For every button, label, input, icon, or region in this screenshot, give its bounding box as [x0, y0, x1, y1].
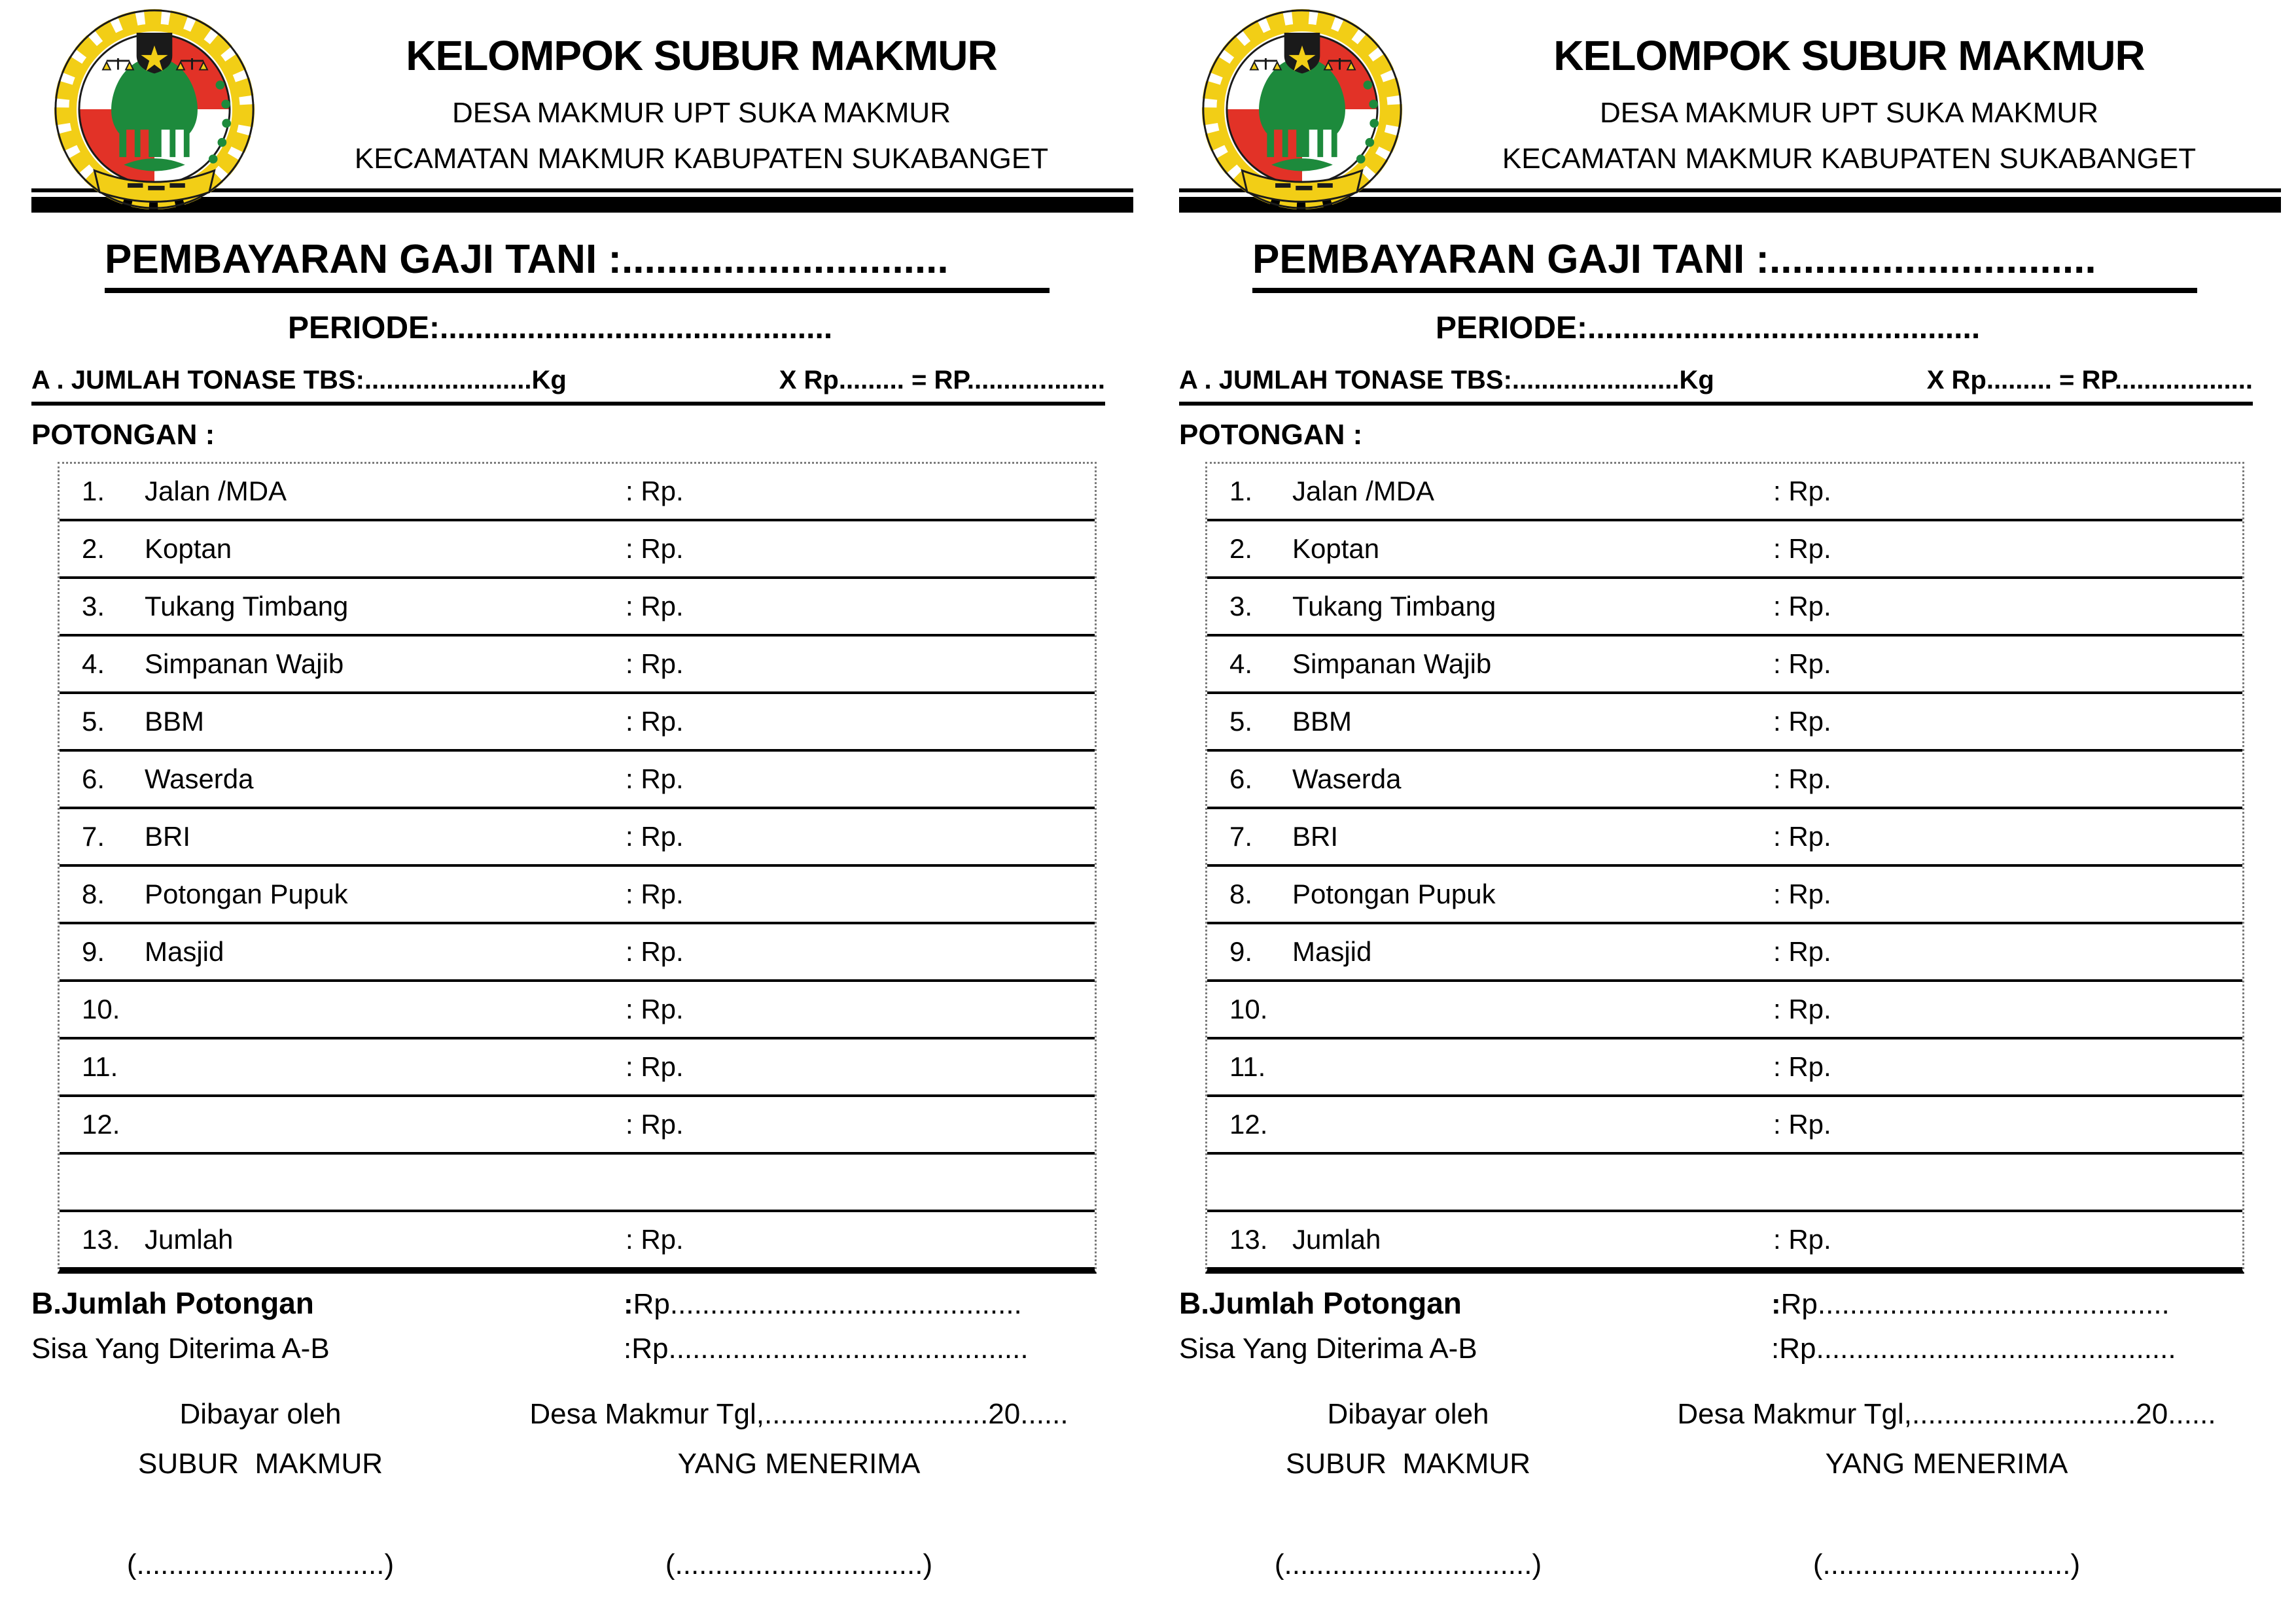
jumlah-potongan-line — [31, 1285, 1108, 1321]
row-rp-field: : Rp. — [1773, 763, 1831, 794]
table-row — [1207, 521, 2242, 579]
table-row — [1207, 1155, 2242, 1212]
payer-name: SUBUR MAKMUR — [137, 1448, 383, 1480]
row-number: 4. — [1229, 648, 1253, 679]
row-label: BRI — [1292, 821, 1339, 852]
row-label: Tukang Timbang — [145, 591, 349, 621]
signature-left: (...............................) — [1274, 1548, 1542, 1580]
row-rp-field: : Rp. — [1773, 706, 1831, 737]
row-rp-field: : Rp. — [626, 821, 684, 852]
table-row — [60, 1155, 1095, 1212]
receiver-label: YANG MENERIMA — [677, 1448, 921, 1480]
jumlah-potongan-value: Rp............................................ — [1780, 1288, 2170, 1320]
row-label: Waserda — [1292, 763, 1402, 794]
row-number: 1. — [82, 476, 105, 506]
row-rp-field: : Rp. — [1773, 591, 1831, 621]
tonase-line — [31, 366, 1105, 406]
row-number: 9. — [1229, 936, 1253, 967]
row-number: 3. — [1229, 591, 1253, 621]
table-row — [60, 464, 1095, 521]
row-number: 4. — [82, 648, 105, 679]
signature-right: (...............................) — [1812, 1548, 2081, 1580]
org-address-line1: DESA MAKMUR UPT SUKA MAKMUR — [1600, 97, 2098, 129]
signature-section — [1179, 1398, 2256, 1581]
dibayar-oleh-label: Dibayar oleh — [179, 1398, 342, 1430]
dibayar-oleh-label: Dibayar oleh — [1327, 1398, 1489, 1430]
payment-title: PEMBAYARAN GAJI TANI :............................. — [1252, 236, 2197, 293]
row-number: 6. — [1229, 763, 1253, 794]
sheet-right — [1148, 0, 2295, 1623]
jumlah-potongan-colon: : — [624, 1288, 633, 1320]
row-label: BRI — [145, 821, 191, 852]
tonase-left: A . JUMLAH TONASE TBS:.......................Kg — [31, 366, 567, 394]
row-number: 7. — [1229, 821, 1253, 852]
potongan-table — [58, 462, 1097, 1274]
table-row — [60, 1039, 1095, 1097]
row-label: Koptan — [1292, 533, 1380, 564]
row-rp-field: : Rp. — [1773, 936, 1831, 967]
table-row — [60, 752, 1095, 809]
table-row — [1207, 1097, 2242, 1155]
row-number: 13. — [1229, 1224, 1268, 1255]
potongan-heading: POTONGAN : — [1179, 419, 1363, 451]
form-header — [1403, 0, 2295, 175]
row-label: Jalan /MDA — [1292, 476, 1435, 506]
sisa-value: Rp............................................. — [1779, 1333, 2176, 1365]
row-rp-field: : Rp. — [626, 936, 684, 967]
tanggal-line: Desa Makmur Tgl,............................20...... — [529, 1398, 1069, 1430]
row-rp-field: : Rp. — [626, 1224, 684, 1255]
row-number: 6. — [82, 763, 105, 794]
row-number: 5. — [82, 706, 105, 737]
koperasi-logo-icon — [1200, 5, 1404, 213]
receiver-label: YANG MENERIMA — [1825, 1448, 2068, 1480]
row-rp-field: : Rp. — [626, 591, 684, 621]
row-number: 1. — [1229, 476, 1253, 506]
table-row — [1207, 464, 2242, 521]
row-rp-field: : Rp. — [1773, 1224, 1831, 1255]
sisa-colon: : — [1771, 1333, 1780, 1365]
tanggal-line: Desa Makmur Tgl,............................20...... — [1677, 1398, 2216, 1430]
row-label: Waserda — [145, 763, 254, 794]
row-number: 11. — [1229, 1051, 1266, 1082]
table-row — [60, 637, 1095, 694]
row-number: 5. — [1229, 706, 1253, 737]
row-rp-field: : Rp. — [1773, 648, 1831, 679]
row-rp-field: : Rp. — [626, 533, 684, 564]
table-row — [1207, 752, 2242, 809]
table-row — [60, 521, 1095, 579]
row-label: BBM — [145, 706, 205, 737]
table-row — [1207, 637, 2242, 694]
table-row — [60, 1097, 1095, 1155]
table-row — [60, 694, 1095, 752]
row-label: Masjid — [145, 936, 224, 967]
row-rp-field: : Rp. — [1773, 1051, 1831, 1082]
sisa-line — [31, 1333, 1108, 1365]
row-rp-field: : Rp. — [1773, 476, 1831, 506]
table-row — [60, 982, 1095, 1039]
row-rp-field: : Rp. — [1773, 879, 1831, 909]
row-rp-field: : Rp. — [626, 879, 684, 909]
row-rp-field: : Rp. — [626, 476, 684, 506]
table-row — [1207, 867, 2242, 924]
row-label: Tukang Timbang — [1292, 591, 1496, 621]
row-label: BBM — [1292, 706, 1352, 737]
row-rp-field: : Rp. — [626, 994, 684, 1024]
row-number: 12. — [1229, 1109, 1268, 1140]
row-number: 8. — [82, 879, 105, 909]
table-row — [60, 1212, 1095, 1270]
row-label: Simpanan Wajib — [1292, 648, 1492, 679]
tonase-left: A . JUMLAH TONASE TBS:.......................Kg — [1179, 366, 1714, 394]
row-rp-field: : Rp. — [626, 763, 684, 794]
sisa-label: Sisa Yang Diterima A-B — [1179, 1333, 1477, 1365]
table-row — [1207, 1212, 2242, 1270]
row-rp-field: : Rp. — [626, 1051, 684, 1082]
table-row — [60, 924, 1095, 982]
jumlah-potongan-label: B.Jumlah Potongan — [31, 1286, 314, 1320]
table-row — [60, 809, 1095, 867]
table-row — [1207, 1039, 2242, 1097]
row-number: 2. — [1229, 533, 1253, 564]
row-number: 10. — [82, 994, 120, 1024]
table-row — [1207, 579, 2242, 637]
row-rp-field: : Rp. — [1773, 1109, 1831, 1140]
row-rp-field: : Rp. — [626, 706, 684, 737]
tonase-right: X Rp......... = RP................... — [1926, 366, 2253, 394]
tonase-right: X Rp......... = RP................... — [779, 366, 1105, 394]
row-number: 11. — [82, 1051, 118, 1082]
row-number: 12. — [82, 1109, 120, 1140]
row-rp-field: : Rp. — [626, 648, 684, 679]
row-rp-field: : Rp. — [1773, 994, 1831, 1024]
table-row — [1207, 982, 2242, 1039]
jumlah-potongan-value: Rp............................................ — [633, 1288, 1022, 1320]
payment-title: PEMBAYARAN GAJI TANI :............................. — [105, 236, 1050, 293]
periode-line: PERIODE:............................................. — [1436, 311, 1981, 345]
table-row — [1207, 809, 2242, 867]
signature-right: (...............................) — [665, 1548, 933, 1580]
row-number: 3. — [82, 591, 105, 621]
row-label: Simpanan Wajib — [145, 648, 344, 679]
row-number: 8. — [1229, 879, 1253, 909]
form-header — [255, 0, 1148, 175]
periode-line: PERIODE:............................................. — [288, 311, 833, 345]
koperasi-logo-icon — [52, 5, 256, 213]
signature-left: (...............................) — [126, 1548, 395, 1580]
org-name: KELOMPOK SUBUR MAKMUR — [406, 32, 997, 79]
table-row — [60, 867, 1095, 924]
sisa-label: Sisa Yang Diterima A-B — [31, 1333, 330, 1365]
row-label: Koptan — [145, 533, 232, 564]
table-row — [1207, 694, 2242, 752]
row-number: 9. — [82, 936, 105, 967]
org-address-line2: KECAMATAN MAKMUR KABUPATEN SUKABANGET — [1502, 143, 2197, 175]
row-number: 10. — [1229, 994, 1268, 1024]
org-name: KELOMPOK SUBUR MAKMUR — [1553, 32, 2145, 79]
jumlah-potongan-line — [1179, 1285, 2256, 1321]
row-rp-field: : Rp. — [1773, 533, 1831, 564]
org-address-line2: KECAMATAN MAKMUR KABUPATEN SUKABANGET — [354, 143, 1049, 175]
row-label: Jumlah — [1292, 1224, 1381, 1255]
tonase-line — [1179, 366, 2253, 406]
jumlah-potongan-label: B.Jumlah Potongan — [1179, 1286, 1462, 1320]
row-label: Potongan Pupuk — [145, 879, 348, 909]
row-number: 7. — [82, 821, 105, 852]
payer-name: SUBUR MAKMUR — [1285, 1448, 1531, 1480]
row-number: 2. — [82, 533, 105, 564]
row-label: Masjid — [1292, 936, 1372, 967]
table-row — [1207, 924, 2242, 982]
table-row — [60, 579, 1095, 637]
sisa-colon: : — [624, 1333, 632, 1365]
row-label: Potongan Pupuk — [1292, 879, 1496, 909]
sisa-line — [1179, 1333, 2256, 1365]
sisa-value: Rp............................................. — [631, 1333, 1029, 1365]
jumlah-potongan-colon: : — [1771, 1288, 1781, 1320]
row-rp-field: : Rp. — [1773, 821, 1831, 852]
row-label: Jalan /MDA — [145, 476, 287, 506]
potongan-table — [1205, 462, 2244, 1274]
org-address-line1: DESA MAKMUR UPT SUKA MAKMUR — [452, 97, 951, 129]
row-rp-field: : Rp. — [626, 1109, 684, 1140]
row-label: Jumlah — [145, 1224, 234, 1255]
signature-section — [31, 1398, 1108, 1581]
row-number: 13. — [82, 1224, 120, 1255]
potongan-heading: POTONGAN : — [31, 419, 215, 451]
